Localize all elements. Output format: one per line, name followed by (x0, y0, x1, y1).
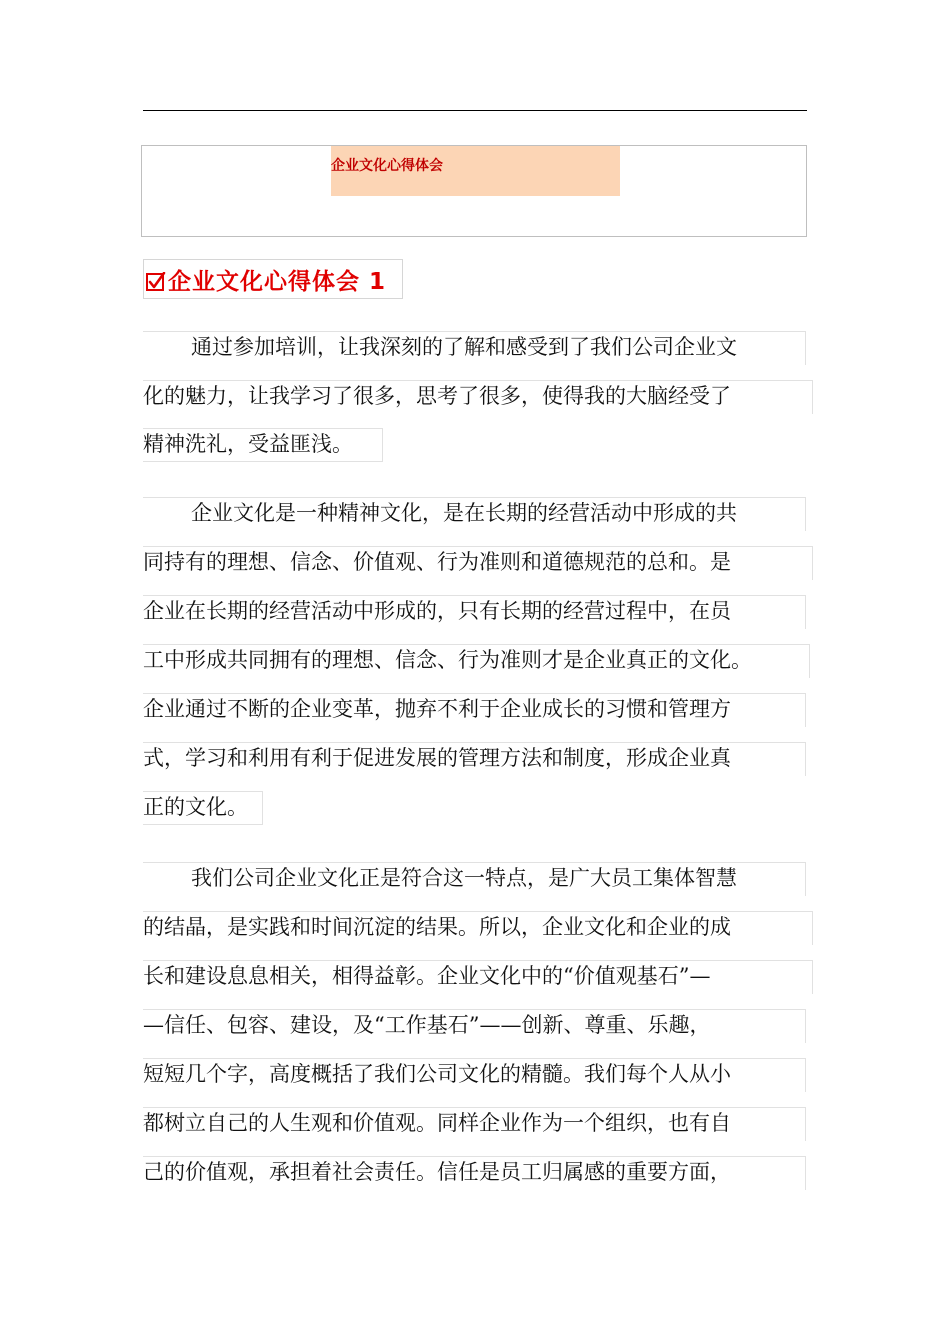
paragraph-3-line-7: 己的价值观，承担着社会责任。信任是员工归属感的重要方面， (143, 1156, 806, 1190)
paragraph-3-line-3: 长和建设息息相关，相得益彰。企业文化中的“价值观基石”— (143, 960, 813, 994)
paragraph-1-line-1: 通过参加培训，让我深刻的了解和感受到了我们公司企业文 (143, 331, 806, 365)
paragraph-1-line-3: 精神洗礼，受益匪浅。 (143, 428, 383, 462)
paragraph-3-line-5: 短短几个字，高度概括了我们公司文化的精髓。我们每个人从小 (143, 1058, 806, 1092)
paragraph-2-line-1: 企业文化是一种精神文化，是在长期的经营活动中形成的共 (143, 497, 806, 531)
paragraph-2-line-7: 正的文化。 (143, 791, 263, 825)
top-rule (143, 110, 807, 111)
paragraph-2-line-6: 式，学习和利用有利于促进发展的管理方法和制度，形成企业真 (143, 742, 806, 776)
checkbox-checked-icon (146, 272, 166, 292)
paragraph-3-line-1: 我们公司企业文化正是符合这一特点，是广大员工集体智慧 (143, 862, 806, 896)
header-box (141, 145, 807, 237)
paragraph-2-line-3: 企业在长期的经营活动中形成的，只有长期的经营过程中，在员 (143, 595, 806, 629)
section-heading (143, 259, 403, 299)
paragraph-3-line-4: —信任、包容、建设，及“工作基石”——创新、尊重、乐趣， (143, 1009, 806, 1043)
section-heading-text: 企业文化心得体会 1 (168, 268, 387, 295)
paragraph-1-line-2: 化的魅力，让我学习了很多，思考了很多，使得我的大脑经受了 (143, 380, 813, 414)
header-tag-title: 企业文化心得体会 (331, 146, 620, 196)
paragraph-2-line-2: 同持有的理想、信念、价值观、行为准则和道德规范的总和。是 (143, 546, 813, 580)
paragraph-3-line-2: 的结晶，是实践和时间沉淀的结果。所以，企业文化和企业的成 (143, 911, 813, 945)
paragraph-3-line-6: 都树立自己的人生观和价值观。同样企业作为一个组织，也有自 (143, 1107, 806, 1141)
paragraph-2-line-5: 企业通过不断的企业变革，抛弃不利于企业成长的习惯和管理方 (143, 693, 806, 727)
paragraph-2-line-4: 工中形成共同拥有的理想、信念、行为准则才是企业真正的文化。 (143, 644, 810, 678)
